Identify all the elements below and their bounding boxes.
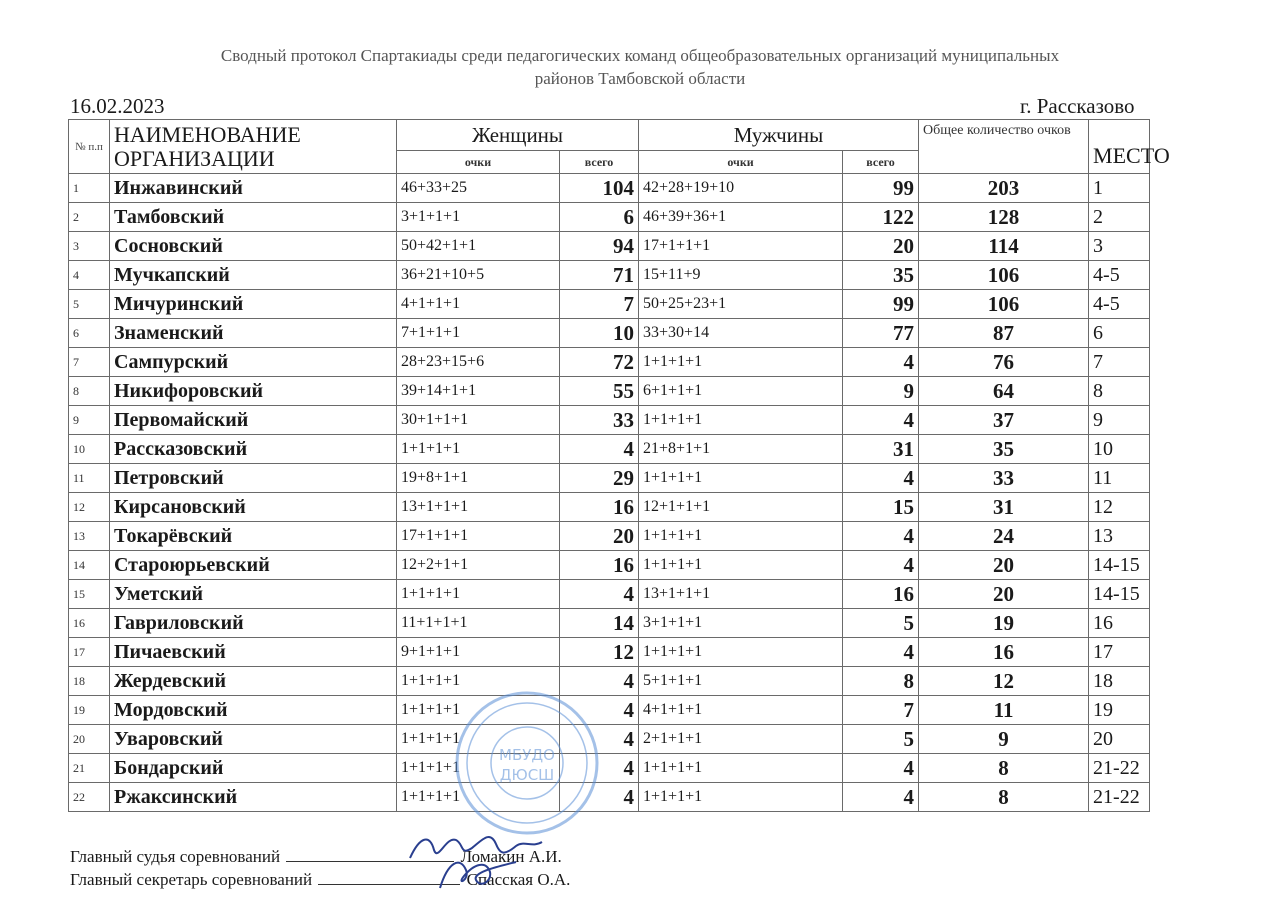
- men-sum: 20: [843, 232, 919, 261]
- organization-name: Бондарский: [110, 754, 397, 783]
- organization-name: Тамбовский: [110, 203, 397, 232]
- row-number: 5: [69, 290, 110, 319]
- total-points: 76: [919, 348, 1089, 377]
- men-points: 1+1+1+1: [639, 783, 843, 812]
- judge-label: Главный судья соревнований: [70, 847, 281, 866]
- header-men: Мужчины: [639, 120, 919, 151]
- women-points: 1+1+1+1: [397, 667, 560, 696]
- total-points: 8: [919, 783, 1089, 812]
- men-sum: 31: [843, 435, 919, 464]
- women-points: 1+1+1+1: [397, 754, 560, 783]
- total-points: 31: [919, 493, 1089, 522]
- women-points: 13+1+1+1: [397, 493, 560, 522]
- women-sum: 4: [560, 667, 639, 696]
- men-sum: 4: [843, 783, 919, 812]
- women-points: 46+33+25: [397, 174, 560, 203]
- table-row: [69, 464, 1150, 493]
- organization-name: Ржаксинский: [110, 783, 397, 812]
- men-sum: 5: [843, 609, 919, 638]
- organization-name: Петровский: [110, 464, 397, 493]
- men-sum: 16: [843, 580, 919, 609]
- secretary-signature-icon: [420, 852, 530, 894]
- total-points: 203: [919, 174, 1089, 203]
- women-points: 39+14+1+1: [397, 377, 560, 406]
- women-sum: 6: [560, 203, 639, 232]
- table-row: [69, 290, 1150, 319]
- men-sum: 35: [843, 261, 919, 290]
- men-sum: 4: [843, 522, 919, 551]
- table-row: [69, 377, 1150, 406]
- stamp-text-bottom: ДЮСШ: [499, 766, 555, 784]
- place: 11: [1089, 464, 1150, 493]
- header-name: НАИМЕНОВАНИЕ ОРГАНИЗАЦИИ: [110, 120, 397, 174]
- women-points: 3+1+1+1: [397, 203, 560, 232]
- men-points: 1+1+1+1: [639, 754, 843, 783]
- women-sum: 20: [560, 522, 639, 551]
- women-points: 17+1+1+1: [397, 522, 560, 551]
- total-points: 16: [919, 638, 1089, 667]
- men-sum: 4: [843, 754, 919, 783]
- table-row: [69, 203, 1150, 232]
- document-city: г. Рассказово: [1020, 94, 1135, 118]
- women-points: 28+23+15+6: [397, 348, 560, 377]
- total-points: 20: [919, 580, 1089, 609]
- women-sum: 10: [560, 319, 639, 348]
- row-number: 17: [69, 638, 110, 667]
- men-points: 6+1+1+1: [639, 377, 843, 406]
- men-points: 4+1+1+1: [639, 696, 843, 725]
- organization-name: Уваровский: [110, 725, 397, 754]
- place: 17: [1089, 638, 1150, 667]
- place: 4-5: [1089, 290, 1150, 319]
- place: 8: [1089, 377, 1150, 406]
- women-sum: 12: [560, 638, 639, 667]
- men-points: 46+39+36+1: [639, 203, 843, 232]
- document-date: 16.02.2023: [70, 94, 165, 118]
- men-sum: 122: [843, 203, 919, 232]
- women-points: 36+21+10+5: [397, 261, 560, 290]
- place: 1: [1089, 174, 1150, 203]
- table-row: [69, 696, 1150, 725]
- table-row: [69, 551, 1150, 580]
- header-men-sum: всего: [843, 151, 919, 174]
- judge-name: Ломакин А.И.: [460, 847, 562, 866]
- men-points: 13+1+1+1: [639, 580, 843, 609]
- women-points: 30+1+1+1: [397, 406, 560, 435]
- women-sum: 71: [560, 261, 639, 290]
- women-points: 4+1+1+1: [397, 290, 560, 319]
- organization-name: Гавриловский: [110, 609, 397, 638]
- men-points: 1+1+1+1: [639, 406, 843, 435]
- row-number: 3: [69, 232, 110, 261]
- men-sum: 4: [843, 638, 919, 667]
- header-num: № п.п: [69, 120, 110, 174]
- total-points: 20: [919, 551, 1089, 580]
- table-row: [69, 348, 1150, 377]
- title-line-1: Сводный протокол Спартакиады среди педагогических команд общеобразовательных организаций муниципальных: [220, 46, 1060, 65]
- women-points: 50+42+1+1: [397, 232, 560, 261]
- total-points: 87: [919, 319, 1089, 348]
- secretary-label: Главный секретарь соревнований: [70, 870, 313, 889]
- women-points: 1+1+1+1: [397, 580, 560, 609]
- women-sum: 4: [560, 754, 639, 783]
- men-sum: 99: [843, 174, 919, 203]
- men-points: 17+1+1+1: [639, 232, 843, 261]
- organization-name: Кирсановский: [110, 493, 397, 522]
- place: 2: [1089, 203, 1150, 232]
- place: 3: [1089, 232, 1150, 261]
- row-number: 9: [69, 406, 110, 435]
- total-points: 9: [919, 725, 1089, 754]
- organization-name: Мучкапский: [110, 261, 397, 290]
- table-row: [69, 232, 1150, 261]
- table-row: [69, 406, 1150, 435]
- table-row: [69, 435, 1150, 464]
- table-row: [69, 580, 1150, 609]
- men-points: 33+30+14: [639, 319, 843, 348]
- women-points: 1+1+1+1: [397, 783, 560, 812]
- women-sum: 55: [560, 377, 639, 406]
- men-sum: 4: [843, 406, 919, 435]
- row-number: 2: [69, 203, 110, 232]
- table-row: [69, 609, 1150, 638]
- total-points: 106: [919, 290, 1089, 319]
- men-points: 1+1+1+1: [639, 638, 843, 667]
- place: 10: [1089, 435, 1150, 464]
- table-row: [69, 522, 1150, 551]
- place: 21-22: [1089, 783, 1150, 812]
- total-points: 37: [919, 406, 1089, 435]
- total-points: 64: [919, 377, 1089, 406]
- place: 14-15: [1089, 580, 1150, 609]
- women-sum: 14: [560, 609, 639, 638]
- men-points: 21+8+1+1: [639, 435, 843, 464]
- row-number: 21: [69, 754, 110, 783]
- organization-name: Знаменский: [110, 319, 397, 348]
- men-sum: 7: [843, 696, 919, 725]
- total-points: 35: [919, 435, 1089, 464]
- title-line-2: районов Тамбовской области: [534, 69, 746, 88]
- total-points: 33: [919, 464, 1089, 493]
- row-number: 16: [69, 609, 110, 638]
- women-sum: 16: [560, 493, 639, 522]
- men-points: 50+25+23+1: [639, 290, 843, 319]
- row-number: 18: [69, 667, 110, 696]
- row-number: 22: [69, 783, 110, 812]
- men-sum: 99: [843, 290, 919, 319]
- women-sum: 4: [560, 696, 639, 725]
- results-body: [69, 174, 1150, 812]
- table-row: [69, 754, 1150, 783]
- header-place: МЕСТО: [1089, 120, 1150, 174]
- total-points: 128: [919, 203, 1089, 232]
- men-points: 1+1+1+1: [639, 551, 843, 580]
- women-sum: 7: [560, 290, 639, 319]
- women-points: 1+1+1+1: [397, 725, 560, 754]
- row-number: 12: [69, 493, 110, 522]
- men-points: 5+1+1+1: [639, 667, 843, 696]
- men-points: 42+28+19+10: [639, 174, 843, 203]
- men-sum: 77: [843, 319, 919, 348]
- row-number: 10: [69, 435, 110, 464]
- place: 13: [1089, 522, 1150, 551]
- row-number: 20: [69, 725, 110, 754]
- organization-name: Мордовский: [110, 696, 397, 725]
- men-points: 15+11+9: [639, 261, 843, 290]
- men-sum: 4: [843, 348, 919, 377]
- women-sum: 4: [560, 783, 639, 812]
- header-men-points: очки: [639, 151, 843, 174]
- table-row: [69, 638, 1150, 667]
- organization-name: Мичуринский: [110, 290, 397, 319]
- place: 16: [1089, 609, 1150, 638]
- table-row: [69, 725, 1150, 754]
- organization-name: Пичаевский: [110, 638, 397, 667]
- men-sum: 9: [843, 377, 919, 406]
- place: 9: [1089, 406, 1150, 435]
- organization-name: Никифоровский: [110, 377, 397, 406]
- organization-name: Сосновский: [110, 232, 397, 261]
- place: 14-15: [1089, 551, 1150, 580]
- men-sum: 4: [843, 464, 919, 493]
- header-women-points: очки: [397, 151, 560, 174]
- header-total: Общее количество очков: [919, 120, 1089, 174]
- women-points: 12+2+1+1: [397, 551, 560, 580]
- women-points: 11+1+1+1: [397, 609, 560, 638]
- place: 21-22: [1089, 754, 1150, 783]
- men-sum: 5: [843, 725, 919, 754]
- row-number: 15: [69, 580, 110, 609]
- results-table: [68, 119, 1170, 812]
- women-sum: 4: [560, 435, 639, 464]
- women-points: 7+1+1+1: [397, 319, 560, 348]
- women-sum: 72: [560, 348, 639, 377]
- table-row: [69, 493, 1150, 522]
- total-points: 114: [919, 232, 1089, 261]
- organization-name: Жердевский: [110, 667, 397, 696]
- organization-name: Староюрьевский: [110, 551, 397, 580]
- secretary-name: Спасская О.А.: [466, 870, 571, 889]
- row-number: 7: [69, 348, 110, 377]
- organization-name: Сампурский: [110, 348, 397, 377]
- total-points: 24: [919, 522, 1089, 551]
- women-sum: 29: [560, 464, 639, 493]
- women-sum: 4: [560, 580, 639, 609]
- women-sum: 33: [560, 406, 639, 435]
- men-points: 3+1+1+1: [639, 609, 843, 638]
- organization-name: Первомайский: [110, 406, 397, 435]
- men-points: 1+1+1+1: [639, 348, 843, 377]
- table-row: [69, 783, 1150, 812]
- men-sum: 4: [843, 551, 919, 580]
- women-points: 9+1+1+1: [397, 638, 560, 667]
- table-row: [69, 667, 1150, 696]
- total-points: 8: [919, 754, 1089, 783]
- women-sum: 104: [560, 174, 639, 203]
- row-number: 8: [69, 377, 110, 406]
- header-women-sum: всего: [560, 151, 639, 174]
- men-points: 1+1+1+1: [639, 464, 843, 493]
- total-points: 11: [919, 696, 1089, 725]
- round-stamp-icon: [452, 688, 602, 838]
- place: 7: [1089, 348, 1150, 377]
- stamp-text-top: МБУДО: [499, 746, 555, 764]
- men-sum: 15: [843, 493, 919, 522]
- place: 19: [1089, 696, 1150, 725]
- place: 20: [1089, 725, 1150, 754]
- table-row: [69, 261, 1150, 290]
- place: 4-5: [1089, 261, 1150, 290]
- women-points: 19+8+1+1: [397, 464, 560, 493]
- header-women: Женщины: [397, 120, 639, 151]
- women-points: 1+1+1+1: [397, 435, 560, 464]
- place: 18: [1089, 667, 1150, 696]
- table-row: [69, 174, 1150, 203]
- row-number: 4: [69, 261, 110, 290]
- organization-name: Рассказовский: [110, 435, 397, 464]
- organization-name: Токарёвский: [110, 522, 397, 551]
- organization-name: Уметский: [110, 580, 397, 609]
- women-points: 1+1+1+1: [397, 696, 560, 725]
- women-sum: 94: [560, 232, 639, 261]
- table-row: [69, 319, 1150, 348]
- men-points: 1+1+1+1: [639, 522, 843, 551]
- row-number: 19: [69, 696, 110, 725]
- organization-name: Инжавинский: [110, 174, 397, 203]
- men-points: 2+1+1+1: [639, 725, 843, 754]
- row-number: 6: [69, 319, 110, 348]
- men-sum: 8: [843, 667, 919, 696]
- total-points: 12: [919, 667, 1089, 696]
- women-sum: 16: [560, 551, 639, 580]
- row-number: 13: [69, 522, 110, 551]
- total-points: 19: [919, 609, 1089, 638]
- row-number: 14: [69, 551, 110, 580]
- place: 12: [1089, 493, 1150, 522]
- total-points: 106: [919, 261, 1089, 290]
- row-number: 1: [69, 174, 110, 203]
- document-title: [90, 44, 1190, 90]
- place: 6: [1089, 319, 1150, 348]
- row-number: 11: [69, 464, 110, 493]
- men-points: 12+1+1+1: [639, 493, 843, 522]
- women-sum: 4: [560, 725, 639, 754]
